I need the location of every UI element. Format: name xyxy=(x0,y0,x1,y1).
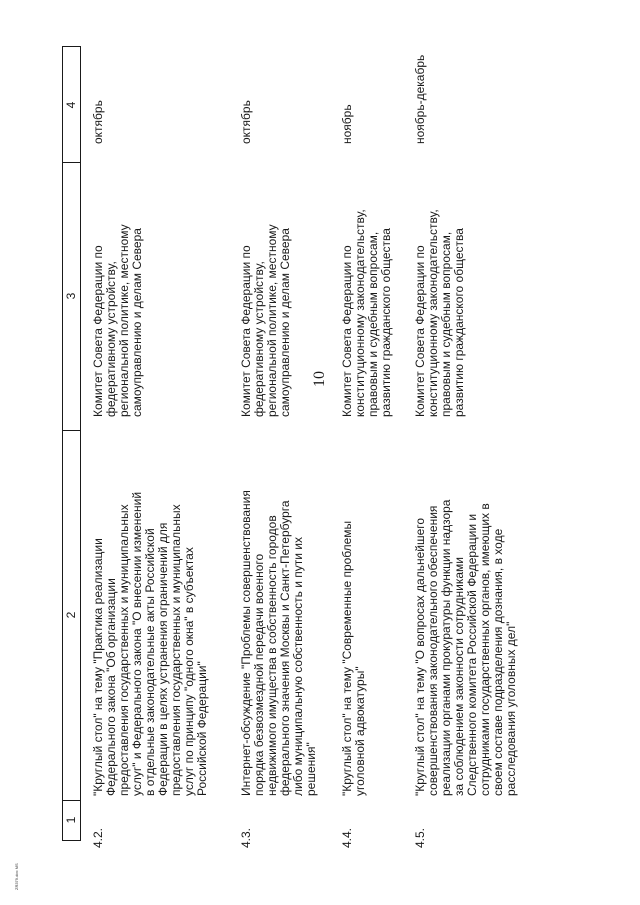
row-number: 4.3. xyxy=(239,827,253,848)
event-description: Интернет-обсуждение "Проблемы совершенствования порядка безвозмездной передачи военного недвижимого имущества в собственность городов федерального значения Москвы и Санкт-Петербурга либо муниципальную собственность и пути их решения" xyxy=(239,490,318,796)
event-description: "Круглый стол" на тему "Современные проблемы уголовной адвокатуры" xyxy=(340,520,367,796)
row-number: 4.5. xyxy=(413,827,427,848)
responsible-committee: Комитет Совета Федерации по федеративному устройству, региональной политике, местному самоуправлению и делам Севера xyxy=(91,224,144,417)
table-border-top xyxy=(62,46,81,47)
event-description: "Круглый стол" на тему "Практика реализации Федерального закона "Об организации предоставления государственных и муниципальных услуг" и Федерального закона "О внесении изменений в отдельные законодательные акты Российской Федерации в целях устранения ограничений для предоставления государственных и муниципальных услуг по принципу "одного окна" в субъектах Российской Федерации" xyxy=(91,491,209,796)
event-date: ноябрь xyxy=(340,104,354,144)
row-number: 4.2. xyxy=(91,827,105,848)
table-border-left xyxy=(62,46,63,840)
column-number-1: 1 xyxy=(64,816,78,824)
responsible-committee: Комитет Совета Федерации по конституционному законодательству, правовым и судебным вопросам, развитию гражданского общества xyxy=(413,209,466,417)
event-date: октябрь xyxy=(91,100,105,144)
document-stamp: ZR379.doc MS xyxy=(14,863,19,890)
column-divider-2-3 xyxy=(62,430,81,431)
event-date: ноябрь-декабрь xyxy=(413,54,427,144)
page-number: 10 xyxy=(311,371,328,387)
column-number-3: 3 xyxy=(64,292,78,300)
responsible-committee: Комитет Совета Федерации по федеративному устройству, региональной политике, местному самоуправлению и делам Севера xyxy=(239,224,292,417)
column-number-4: 4 xyxy=(64,101,78,109)
column-divider-3-4 xyxy=(62,162,81,163)
column-number-2: 2 xyxy=(64,611,78,619)
responsible-committee: Комитет Совета Федерации по конституционному законодательству, правовым и судебным вопросам, развитию гражданского общества xyxy=(340,209,393,417)
table-border-bottom xyxy=(62,840,81,841)
table-header-divider xyxy=(80,46,81,840)
event-description: "Круглый стол" на тему "О вопросах дальнейшего совершенствования законодательного обеспечения реализации органами прокуратуры функции надзора за соблюдением законности сотрудниками Следственного комитета Российской Федерации и сотрудниками государственных органов, имеющих в своем составе подразделения дознания, в ходе расследования уголовных дел" xyxy=(413,499,518,796)
row-number: 4.4. xyxy=(340,827,354,848)
event-date: октябрь xyxy=(239,100,253,144)
